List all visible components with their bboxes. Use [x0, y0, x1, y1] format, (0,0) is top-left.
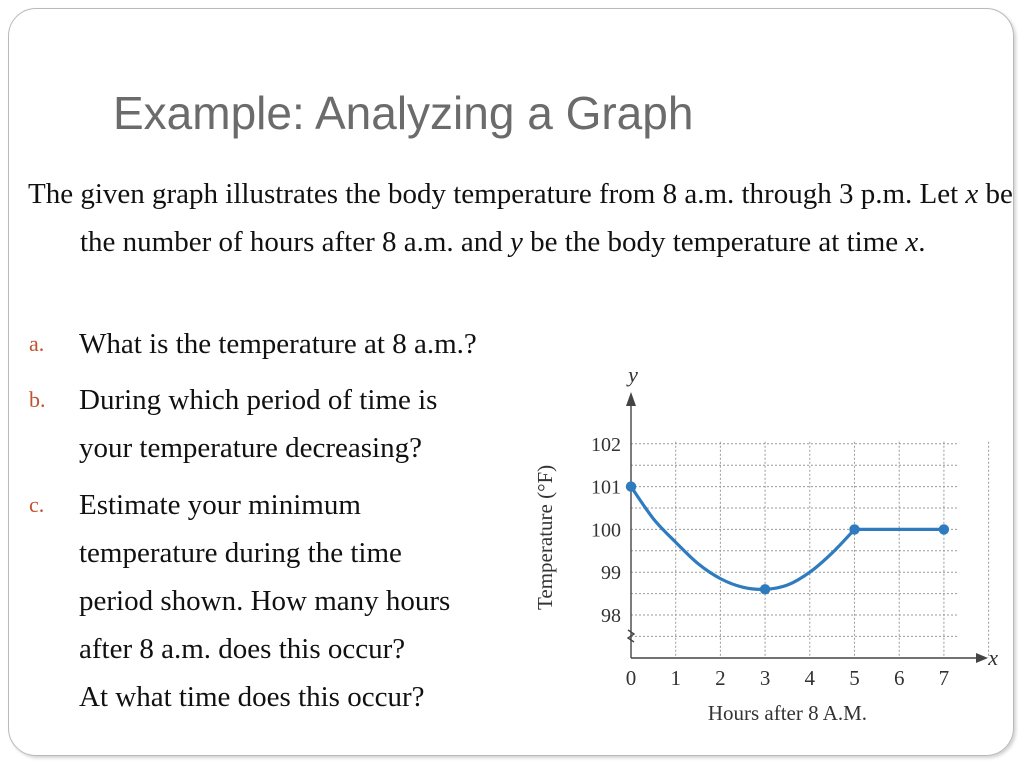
axis-break-icon [628, 630, 634, 642]
y-tick-label: 99 [601, 562, 621, 585]
intro-var-x2: x [905, 226, 919, 258]
x-tick-label: 4 [804, 666, 816, 690]
temperature-series-line [631, 487, 944, 590]
x-tick-label: 3 [759, 666, 771, 690]
question-c-line: temperature during the time [79, 537, 402, 569]
question-marker-c: c. [29, 492, 45, 517]
question-a-line: What is the temperature at 8 a.m.? [79, 328, 477, 360]
y-tick-label: 101 [591, 476, 621, 499]
question-text-a [79, 320, 477, 368]
x-axis-var: x [988, 645, 998, 670]
x-tick-label: 6 [893, 666, 905, 690]
intro-var-y: y [510, 226, 523, 258]
intro-text-2: be the number of hours after 8 a.m. and [80, 178, 1013, 258]
intro-var-x: x [965, 178, 979, 210]
x-tick-label: 7 [938, 666, 950, 690]
y-tick-label: 98 [601, 605, 621, 627]
question-marker-b: b. [29, 387, 46, 412]
data-point-marker [760, 584, 770, 594]
y-tick-label: 100 [591, 519, 621, 542]
data-point-marker [849, 524, 859, 534]
intro-text-3: be the body temperature at time [522, 226, 906, 258]
question-text-b [79, 376, 437, 472]
question-c-line: At what time does this occur? [79, 681, 425, 713]
temperature-chart [520, 360, 1000, 730]
y-axis-arrow [626, 392, 636, 406]
x-axis-arrow [976, 653, 988, 663]
x-tick-label: 5 [849, 666, 860, 690]
x-tick-label: 1 [670, 666, 681, 690]
y-axis-title: Temperature (°F) [533, 464, 557, 610]
data-point-marker [939, 524, 949, 534]
x-axis-title: Hours after 8 A.M. [707, 701, 868, 725]
question-marker-a: a. [29, 331, 45, 356]
question-b-line: During which period of time is [79, 384, 438, 416]
intro-text-1: The given graph illustrates the body temperature from 8 a.m. through 3 p.m. Let [28, 178, 966, 210]
question-c-line: after 8 a.m. does this occur? [79, 633, 406, 665]
x-tick-label: 0 [625, 666, 637, 690]
y-axis-var: y [628, 362, 638, 387]
y-tick-label: 102 [591, 433, 621, 456]
slide-title: Example: Analyzing a Graph [113, 87, 694, 139]
question-text-c [79, 481, 450, 721]
question-b-line: your temperature decreasing? [79, 432, 422, 464]
data-point-marker [626, 481, 636, 491]
intro-paragraph [28, 170, 1024, 266]
question-c-line: period shown. How many hours [79, 585, 451, 617]
question-c-line: Estimate your minimum [79, 489, 361, 521]
intro-text-4: . [918, 226, 926, 258]
x-tick-label: 2 [715, 666, 726, 690]
